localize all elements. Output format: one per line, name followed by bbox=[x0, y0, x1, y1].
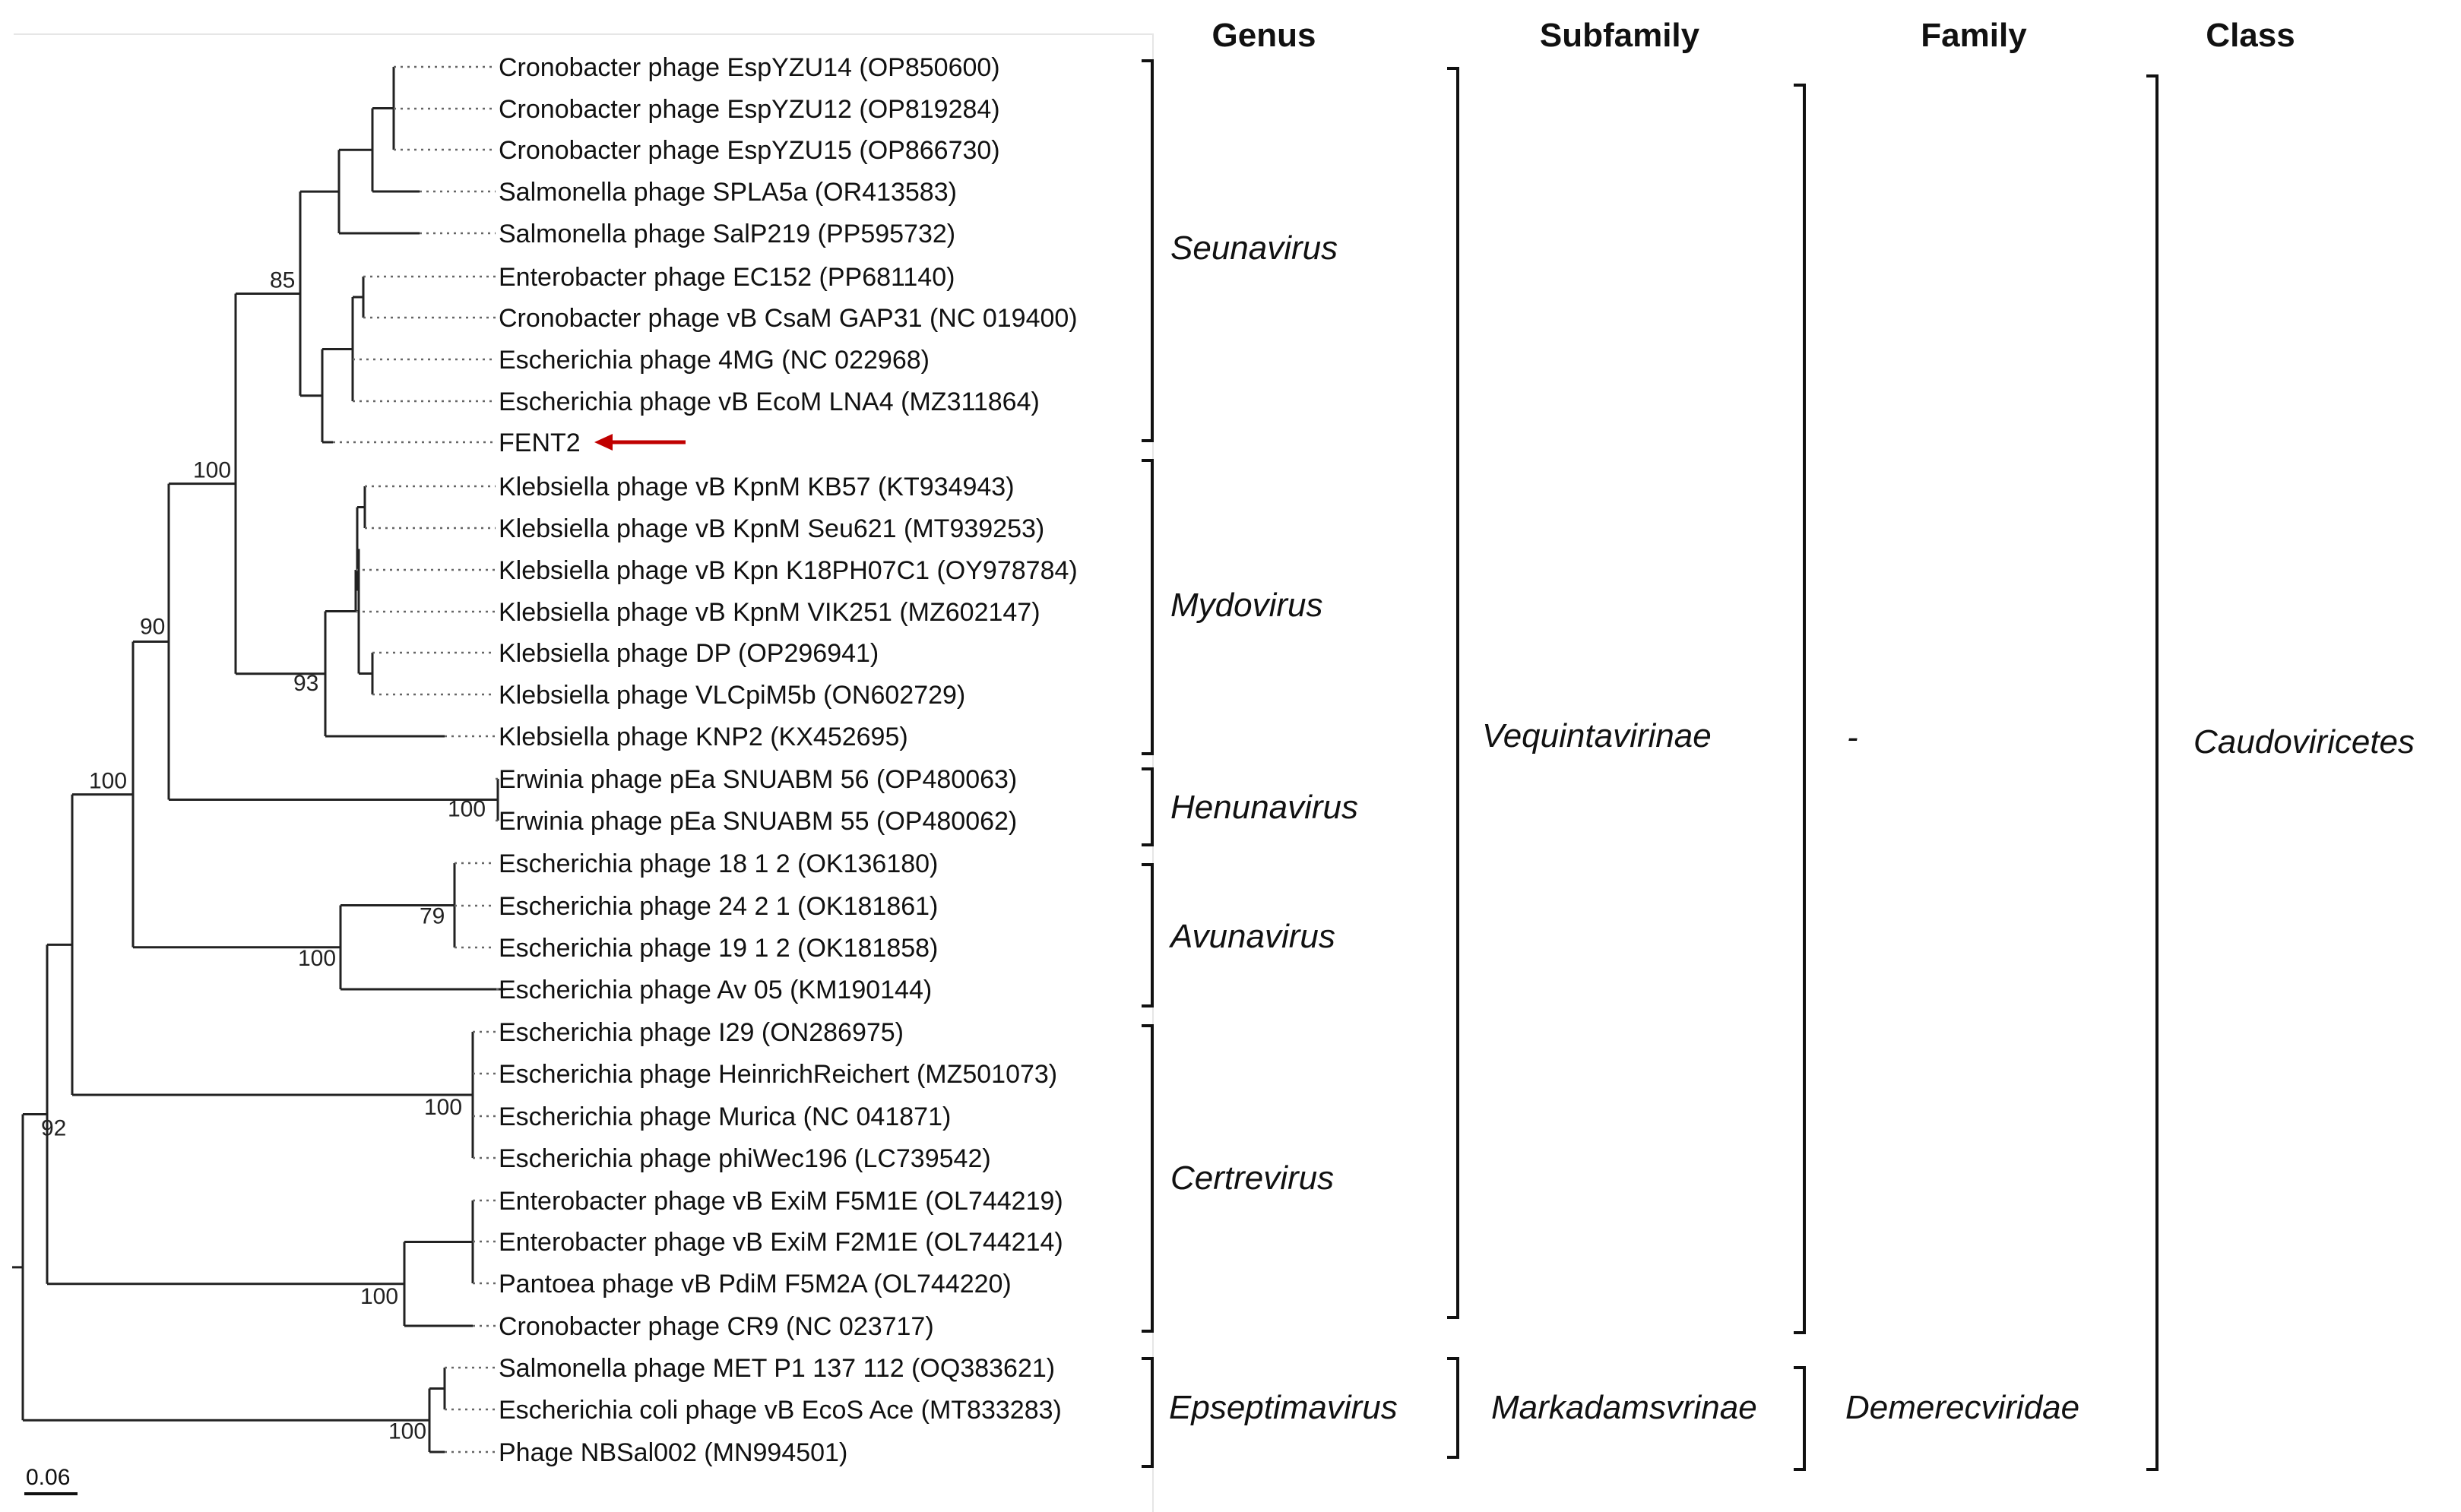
bracket-demerecviridae bbox=[1794, 1368, 1804, 1469]
bracket-certrevirus bbox=[1142, 1026, 1152, 1331]
leaf-label: Escherichia phage phiWec196 (LC739542) bbox=[499, 1144, 991, 1173]
bootstrap-value: 100 bbox=[193, 457, 232, 483]
leaf-label: Klebsiella phage KNP2 (KX452695) bbox=[499, 723, 908, 751]
leaf-label: Enterobacter phage vB ExiM F2M1E (OL744214) bbox=[499, 1228, 1063, 1257]
highlight-arrow bbox=[594, 434, 686, 451]
bootstrap-value: 100 bbox=[448, 796, 486, 822]
bracket-avunavirus bbox=[1142, 865, 1152, 1006]
bracket-family-unassigned bbox=[1794, 85, 1804, 1333]
taxonomy-brackets bbox=[1142, 61, 2157, 1469]
leaf-label: Escherichia phage Av 05 (KM190144) bbox=[499, 976, 933, 1004]
bracket-seunavirus bbox=[1142, 61, 1152, 441]
subfamily-markadamsvrinae: Markadamsvrinae bbox=[1491, 1389, 1757, 1426]
bootstrap-value: 100 bbox=[360, 1283, 399, 1309]
genus-henunavirus: Henunavirus bbox=[1170, 789, 1359, 826]
header-family: Family bbox=[1921, 17, 2027, 54]
leaf-label: Klebsiella phage DP (OP296941) bbox=[499, 639, 879, 668]
leaf-label: Escherichia phage HeinrichReichert (MZ501073) bbox=[499, 1060, 1058, 1089]
leaf-label: Erwinia phage pEa SNUABM 55 (OP480062) bbox=[499, 807, 1018, 836]
bracket-vequintavirinae bbox=[1447, 68, 1458, 1317]
header-subfamily: Subfamily bbox=[1539, 17, 1700, 54]
leaf-label: Escherichia phage 18 1 2 (OK136180) bbox=[499, 849, 939, 878]
leaf-label: Salmonella phage SalP219 (PP595732) bbox=[499, 220, 956, 248]
leaf-label: Salmonella phage SPLA5a (OR413583) bbox=[499, 178, 957, 207]
leaf-label: Escherichia coli phage vB EcoS Ace (MT833283) bbox=[499, 1396, 1062, 1425]
leaf-label: Klebsiella phage vB KpnM Seu621 (MT939253) bbox=[499, 514, 1045, 543]
leaf-label: Escherichia phage I29 (ON286975) bbox=[499, 1018, 904, 1047]
leaf-labels bbox=[499, 53, 1078, 1467]
bootstrap-value: 92 bbox=[41, 1115, 67, 1141]
leaf-label: Klebsiella phage vB KpnM KB57 (KT934943) bbox=[499, 473, 1015, 501]
header-class: Class bbox=[2206, 17, 2295, 54]
bootstrap-value: 100 bbox=[298, 945, 337, 971]
leaf-label: Cronobacter phage EspYZU15 (OP866730) bbox=[499, 136, 1000, 165]
family-demerecviridae: Demerecviridae bbox=[1845, 1389, 2080, 1426]
highlight-arrow-head bbox=[594, 434, 613, 451]
genus-mydovirus: Mydovirus bbox=[1170, 587, 1323, 624]
bootstrap-value: 90 bbox=[140, 614, 166, 640]
leaf-label: Klebsiella phage VLCpiM5b (ON602729) bbox=[499, 681, 966, 710]
leaf-label: Erwinia phage pEa SNUABM 56 (OP480063) bbox=[499, 765, 1018, 794]
bootstrap-value: 100 bbox=[424, 1095, 463, 1120]
scale-bar bbox=[24, 1465, 78, 1494]
leaf-label: Klebsiella phage vB Kpn K18PH07C1 (OY978784) bbox=[499, 556, 1078, 585]
leaf-label: Cronobacter phage EspYZU14 (OP850600) bbox=[499, 53, 1000, 82]
header-genus: Genus bbox=[1211, 17, 1316, 54]
genus-certrevirus: Certrevirus bbox=[1170, 1159, 1335, 1197]
tree-branches bbox=[12, 67, 505, 1452]
bracket-markadamsvrinae bbox=[1447, 1359, 1458, 1457]
bracket-caudoviricetes bbox=[2146, 76, 2157, 1469]
leaf-label: Escherichia phage 4MG (NC 022968) bbox=[499, 346, 930, 375]
scale-bar-label: 0.06 bbox=[26, 1465, 71, 1490]
leaf-label: Salmonella phage MET P1 137 112 (OQ383621) bbox=[499, 1354, 1056, 1383]
bootstrap-value: 79 bbox=[420, 903, 445, 929]
leaf-label: Cronobacter phage CR9 (NC 023717) bbox=[499, 1312, 934, 1341]
family-unassigned: - bbox=[1847, 719, 1858, 756]
bootstrap-value: 85 bbox=[270, 267, 296, 293]
genus-epseptimavirus: Epseptimavirus bbox=[1169, 1389, 1398, 1426]
bracket-mydovirus bbox=[1142, 460, 1152, 754]
bootstrap-labels bbox=[41, 267, 486, 1444]
genus-avunavirus: Avunavirus bbox=[1170, 918, 1335, 955]
bootstrap-value: 100 bbox=[388, 1419, 427, 1444]
leaf-label: FENT2 bbox=[499, 429, 581, 457]
subfamily-vequintavirinae: Vequintavirinae bbox=[1482, 717, 1712, 754]
class-caudoviricetes: Caudoviricetes bbox=[2193, 723, 2415, 761]
leaf-label: Escherichia phage vB EcoM LNA4 (MZ311864) bbox=[499, 387, 1040, 416]
leaf-label: Escherichia phage 24 2 1 (OK181861) bbox=[499, 892, 939, 921]
leaf-label: Phage NBSal002 (MN994501) bbox=[499, 1438, 848, 1467]
leaf-connectors bbox=[333, 67, 505, 1452]
leaf-label: Cronobacter phage vB CsaM GAP31 (NC 019400) bbox=[499, 304, 1078, 333]
bracket-henunavirus bbox=[1142, 769, 1152, 845]
bootstrap-value: 93 bbox=[293, 670, 319, 696]
leaf-label: Enterobacter phage vB ExiM F5M1E (OL744219) bbox=[499, 1187, 1063, 1216]
leaf-label: Pantoea phage vB PdiM F5M2A (OL744220) bbox=[499, 1270, 1012, 1298]
leaf-label: Klebsiella phage vB KpnM VIK251 (MZ602147) bbox=[499, 598, 1040, 627]
leaf-label: Enterobacter phage EC152 (PP681140) bbox=[499, 263, 955, 292]
bootstrap-value: 100 bbox=[89, 768, 128, 794]
leaf-label: Escherichia phage 19 1 2 (OK181858) bbox=[499, 934, 939, 963]
leaf-label: Cronobacter phage EspYZU12 (OP819284) bbox=[499, 95, 1000, 124]
bracket-epseptimavirus bbox=[1142, 1359, 1152, 1466]
genus-seunavirus: Seunavirus bbox=[1170, 229, 1338, 267]
leaf-label: Escherichia phage Murica (NC 041871) bbox=[499, 1102, 952, 1131]
